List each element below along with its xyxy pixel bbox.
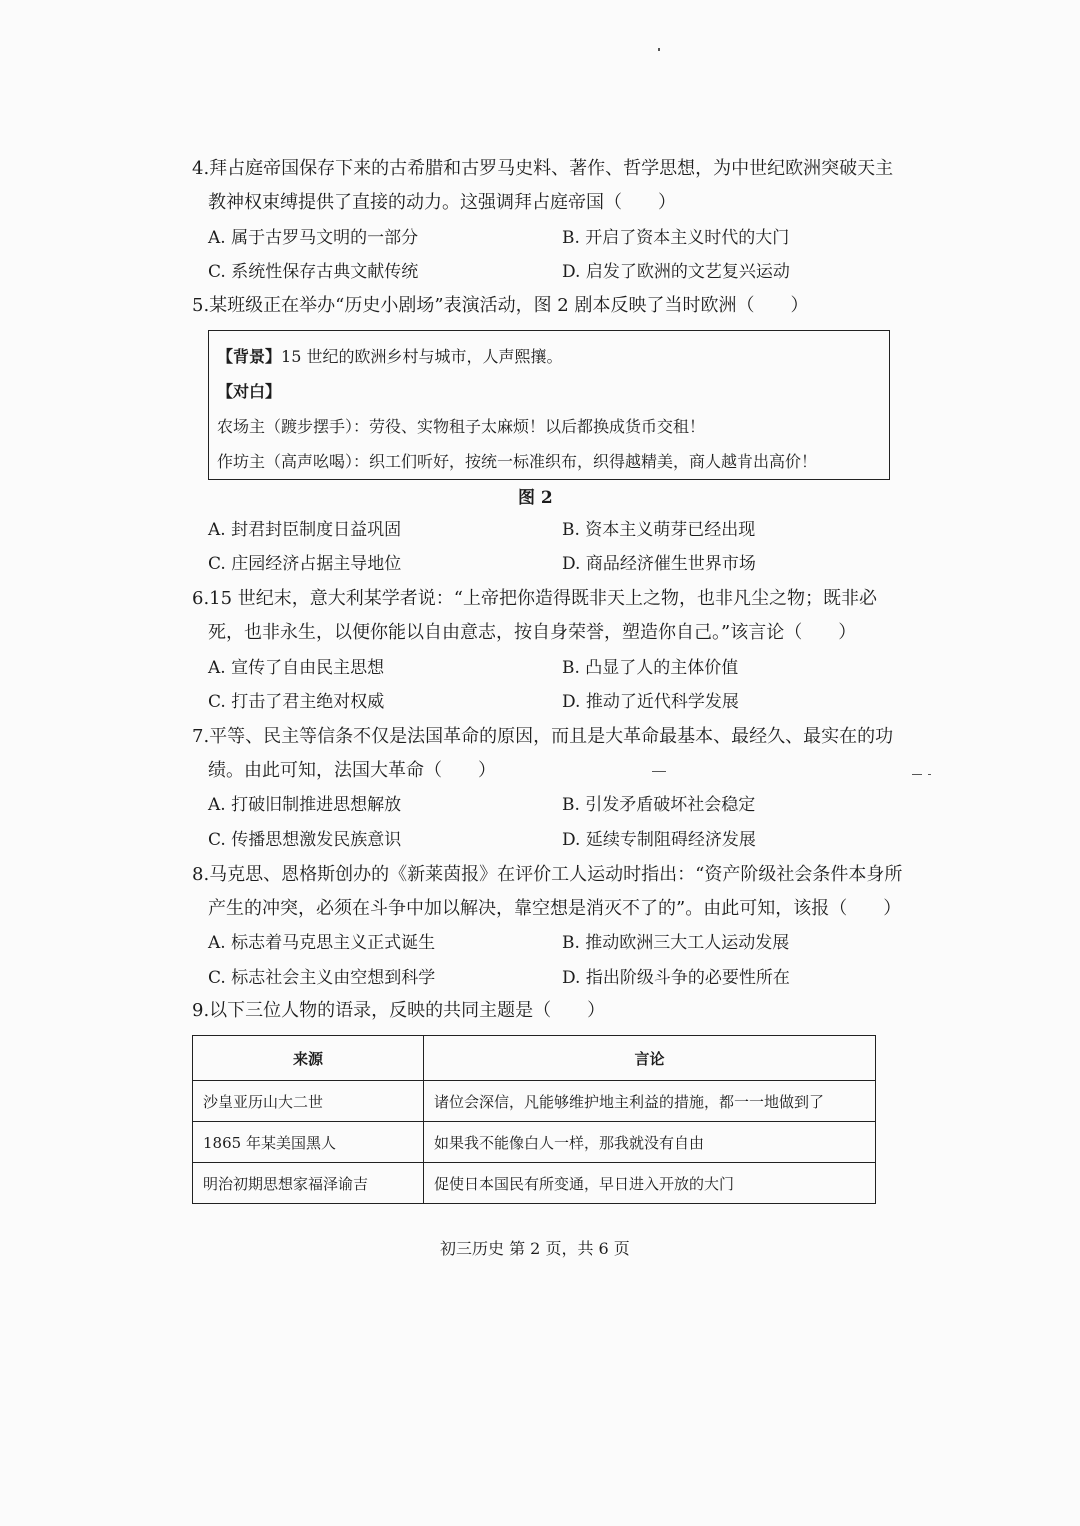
page-footer: 初三历史 第 2 页，共 6 页 — [440, 1239, 630, 1258]
dialogue-line-workshop: 作坊主（高声吆喝）：织工们听好，按统一标准织布，织得越精美，商人越肯出高价！ — [217, 452, 818, 471]
option-a: A. 封君封臣制度日益巩固 — [208, 520, 402, 540]
table-cell-source: 1865 年某美国黑人 — [193, 1122, 424, 1163]
option-b: B. 推动欧洲三大工人运动发展 — [562, 933, 790, 953]
option-a: A. 属于古罗马文明的一部分 — [208, 228, 419, 248]
question-8 — [192, 858, 903, 926]
question-stem-line: 绩。由此可知，法国大革命（ ） — [208, 760, 496, 781]
question-9 — [192, 994, 882, 1028]
option-d: D. 指出阶级斗争的必要性所在 — [562, 968, 790, 988]
question-7 — [192, 720, 894, 788]
table-row — [193, 1122, 876, 1163]
scan-speck — [912, 774, 922, 775]
option-b: B. 资本主义萌芽已经出现 — [562, 520, 756, 540]
question-stem-line: 教神权束缚提供了直接的动力。这强调拜占庭帝国（ ） — [208, 192, 676, 213]
option-a: A. 宣传了自由民主思想 — [208, 658, 385, 678]
quote-table — [192, 1035, 876, 1204]
question-stem-line: 9.以下三位人物的语录，反映的共同主题是（ ） — [192, 1000, 606, 1021]
dialogue-line-farmer: 农场主（踱步摆手）：劳役、实物租子太麻烦！以后都换成货币交租！ — [217, 417, 706, 436]
option-d: D. 商品经济催生世界市场 — [562, 554, 756, 574]
table-header-row — [193, 1036, 876, 1081]
question-stem-line: 死，也非永生，以便你能以自由意志，按自身荣誉，塑造你自己。”该言论（ ） — [208, 622, 857, 643]
question-stem-line: 6.15 世纪末，意大利某学者说：“上帝把你造得既非天上之物，也非凡尘之物；既非必 — [192, 588, 877, 609]
option-d: D. 启发了欧洲的文艺复兴运动 — [562, 262, 790, 282]
table-cell-source: 明治初期思想家福泽谕吉 — [193, 1163, 424, 1204]
table-header-quote: 言论 — [424, 1036, 876, 1081]
dialogue-label: 【对白】 — [217, 382, 282, 401]
option-c: C. 标志社会主义由空想到科学 — [208, 968, 436, 988]
option-c: C. 传播思想激发民族意识 — [208, 830, 402, 850]
background-label: 【背景】 — [217, 347, 282, 366]
question-stem-line: 8.马克思、恩格斯创办的《新莱茵报》在评价工人运动时指出：“资产阶级社会条件本身所 — [192, 864, 903, 885]
figure-caption: 图 2 — [518, 488, 553, 508]
option-a: A. 打破旧制推进思想解放 — [208, 795, 402, 815]
scan-speck — [652, 771, 666, 772]
table-cell-source: 沙皇亚历山大二世 — [193, 1081, 424, 1122]
table-cell-quote: 如果我不能像白人一样，那我就没有自由 — [424, 1122, 876, 1163]
table-cell-quote: 诸位会深信，凡能够维护地主利益的措施，都一一地做到了 — [424, 1081, 876, 1122]
option-b: B. 引发矛盾破坏社会稳定 — [562, 795, 756, 815]
question-6 — [192, 582, 882, 650]
question-4 — [192, 152, 894, 220]
question-stem-line: 5.某班级正在举办“历史小剧场”表演活动，图 2 剧本反映了当时欧洲（ ） — [192, 295, 809, 316]
option-c: C. 打击了君主绝对权威 — [208, 692, 385, 712]
table-cell-quote: 促使日本国民有所变通，早日进入开放的大门 — [424, 1163, 876, 1204]
option-b: B. 凸显了人的主体价值 — [562, 658, 739, 678]
question-stem-line: 7.平等、民主等信条不仅是法国革命的原因，而且是大革命最基本、最经久、最实在的功 — [192, 726, 894, 747]
question-stem-line: 4.拜占庭帝国保存下来的古希腊和古罗马史料、著作、哲学思想，为中世纪欧洲突破天主 — [192, 158, 894, 179]
question-stem-line: 产生的冲突，必须在斗争中加以解决，靠空想是消灭不了的”。由此可知，该报（ ） — [208, 898, 902, 919]
background-text: 15 世纪的欧洲乡村与城市，人声熙攘。 — [281, 347, 563, 366]
scan-speck — [928, 774, 931, 775]
script-background — [217, 339, 881, 374]
table-row — [193, 1163, 876, 1204]
option-c: C. 庄园经济占据主导地位 — [208, 554, 402, 574]
script-box-figure-2 — [208, 330, 890, 480]
option-a: A. 标志着马克思主义正式诞生 — [208, 933, 436, 953]
table-header-source: 来源 — [193, 1036, 424, 1081]
question-5 — [192, 289, 882, 323]
scan-speck — [658, 48, 660, 51]
option-c: C. 系统性保存古典文献传统 — [208, 262, 419, 282]
table-row — [193, 1081, 876, 1122]
option-b: B. 开启了资本主义时代的大门 — [562, 228, 790, 248]
option-d: D. 延续专制阻碍经济发展 — [562, 830, 756, 850]
option-d: D. 推动了近代科学发展 — [562, 692, 739, 712]
